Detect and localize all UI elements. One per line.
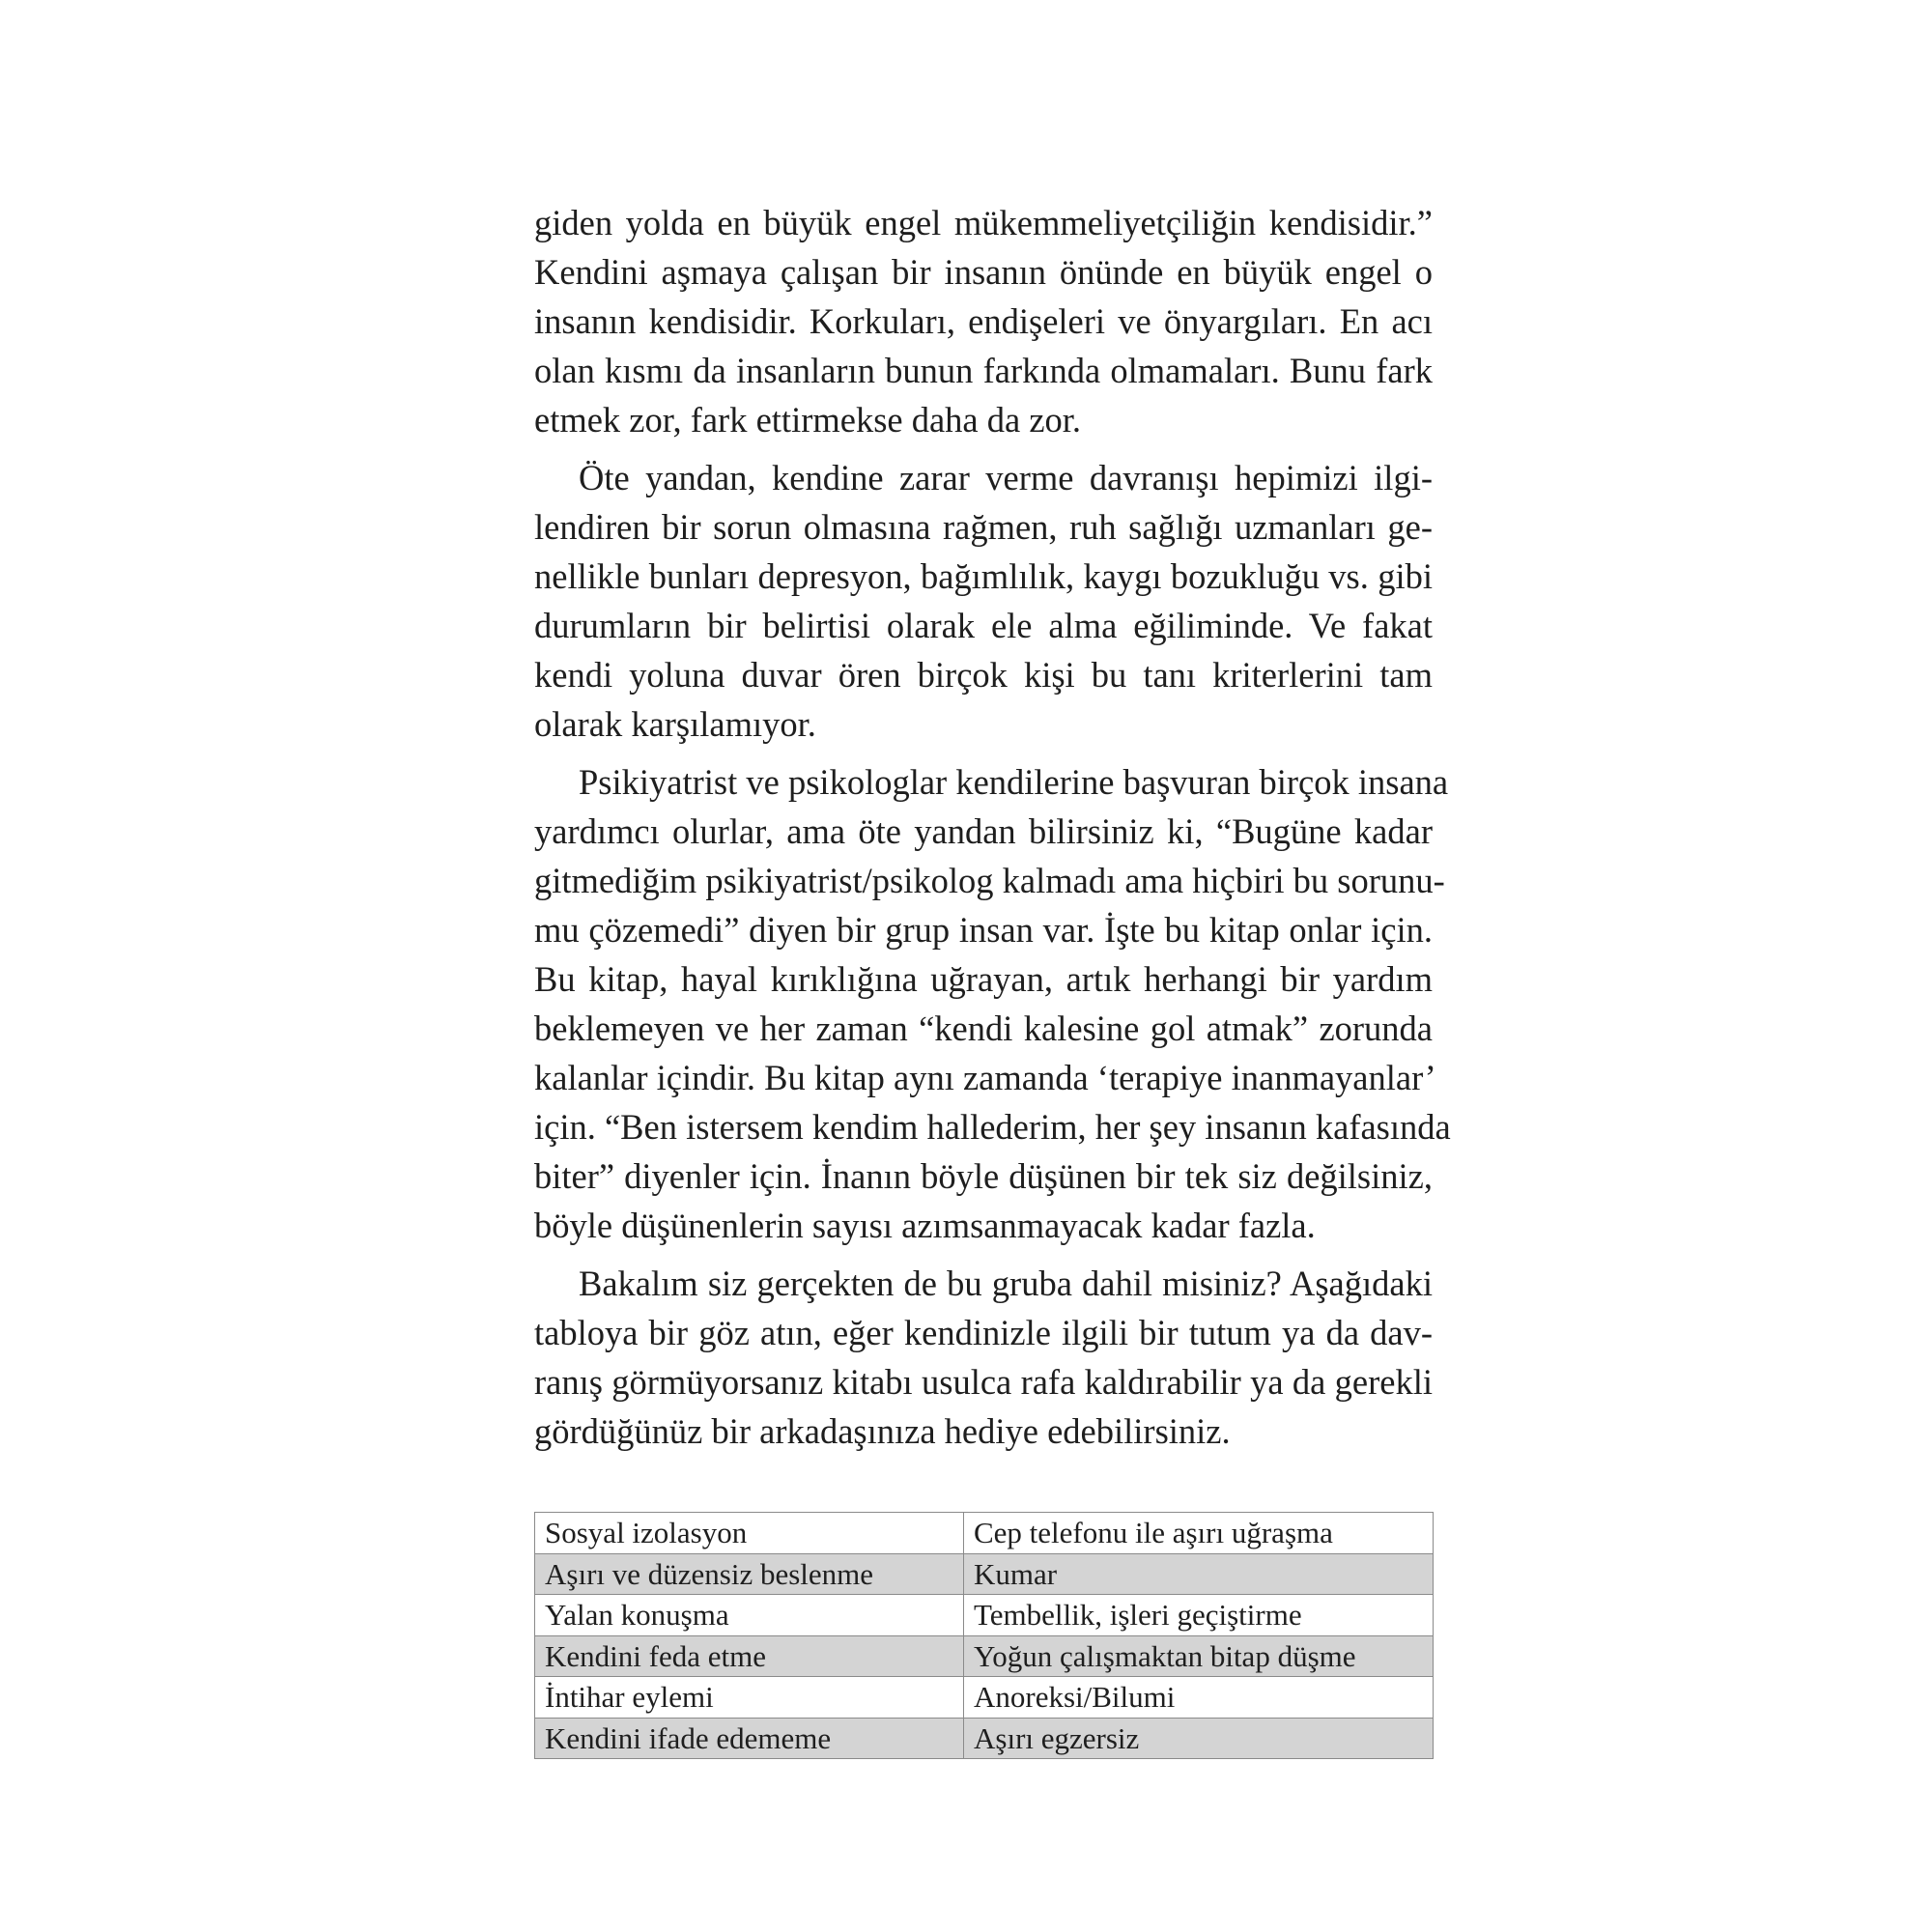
self-sabotage-behaviors-table: [534, 1512, 1434, 1759]
table-row: [535, 1595, 1434, 1636]
table-cell: Kendini ifade edememe: [535, 1718, 964, 1759]
text-line: kalanlar içindir. Bu kitap aynı zamanda ‘terapiye inanmayanlar’: [534, 1058, 1436, 1097]
table-cell: Anoreksi/Bilumi: [964, 1677, 1434, 1719]
table-cell: Tembellik, işleri geçiştirme: [964, 1595, 1434, 1636]
text-line: yardımcı olurlar, ama öte yandan bilirsiniz ki, “Bugüne kadar: [534, 811, 1433, 851]
table-cell: Yoğun çalışmaktan bitap düşme: [964, 1635, 1434, 1677]
table-cell: Sosyal izolasyon: [535, 1513, 964, 1554]
text-line: Öte yandan, kendine zarar verme davranışı hepimizi ilgi-: [579, 458, 1433, 497]
text-line: olarak karşılamıyor.: [534, 704, 816, 744]
table-row: [535, 1718, 1434, 1759]
paragraph-2: [534, 453, 1433, 749]
text-line: biter” diyenler için. İnanın böyle düşünen bir tek siz değilsiniz,: [534, 1156, 1433, 1196]
text-line: Bu kitap, hayal kırıklığına uğrayan, artık herhangi bir yardım: [534, 959, 1433, 999]
book-page-body: [534, 198, 1451, 1456]
text-line: durumların bir belirtisi olarak ele alma eğiliminde. Ve fakat: [534, 606, 1433, 645]
paragraph-3: [534, 757, 1451, 1250]
text-line: için. “Ben istersem kendim hallederim, her şey insanın kafasında: [534, 1107, 1451, 1147]
text-line: insanın kendisidir. Korkuları, endişeleri ve önyargıları. En acı: [534, 301, 1433, 341]
table-cell: Kendini feda etme: [535, 1635, 964, 1677]
table-cell: İntihar eylemi: [535, 1677, 964, 1719]
table-cell: Aşırı egzersiz: [964, 1718, 1434, 1759]
text-line: olan kısmı da insanların bunun farkında olmamaları. Bunu fark: [534, 351, 1433, 390]
text-line: beklemeyen ve her zaman “kendi kalesine gol atmak” zorunda: [534, 1009, 1433, 1048]
text-line: etmek zor, fark ettirmekse daha da zor.: [534, 400, 1082, 440]
text-line: ranış görmüyorsanız kitabı usulca rafa kaldırabilir ya da gerekli: [534, 1362, 1433, 1402]
table-row: [535, 1677, 1434, 1719]
text-line: kendi yoluna duvar ören birçok kişi bu tanı kriterlerini tam: [534, 655, 1433, 695]
table-cell: Kumar: [964, 1553, 1434, 1595]
table-cell: Yalan konuşma: [535, 1595, 964, 1636]
table-row: [535, 1553, 1434, 1595]
text-line: mu çözemedi” diyen bir grup insan var. İşte bu kitap onlar için.: [534, 910, 1433, 950]
table-row: [535, 1635, 1434, 1677]
text-line: böyle düşünenlerin sayısı azımsanmayacak kadar fazla.: [534, 1206, 1316, 1245]
table-cell: Aşırı ve düzensiz beslenme: [535, 1553, 964, 1595]
text-line: giden yolda en büyük engel mükemmeliyetçiliğin kendisidir.”: [534, 203, 1433, 242]
text-line: Kendini aşmaya çalışan bir insanın önünde en büyük engel o: [534, 252, 1433, 292]
text-line: gitmediğim psikiyatrist/psikolog kalmadı ama hiçbiri bu sorunu-: [534, 861, 1445, 900]
text-line: Bakalım siz gerçekten de bu gruba dahil misiniz? Aşağıdaki: [579, 1264, 1433, 1303]
text-line: tabloya bir göz atın, eğer kendinizle ilgili bir tutum ya da dav-: [534, 1313, 1433, 1352]
paragraph-1: [534, 198, 1433, 444]
paragraph-4: [534, 1259, 1433, 1456]
text-line: Psikiyatrist ve psikologlar kendilerine başvuran birçok insana: [579, 762, 1449, 802]
table-row: [535, 1513, 1434, 1554]
text-line: lendiren bir sorun olmasına rağmen, ruh sağlığı uzmanları ge-: [534, 507, 1433, 547]
text-line: nellikle bunları depresyon, bağımlılık, kaygı bozukluğu vs. gibi: [534, 556, 1433, 596]
table-cell: Cep telefonu ile aşırı uğraşma: [964, 1513, 1434, 1554]
text-line: gördüğünüz bir arkadaşınıza hediye edebilirsiniz.: [534, 1411, 1231, 1451]
